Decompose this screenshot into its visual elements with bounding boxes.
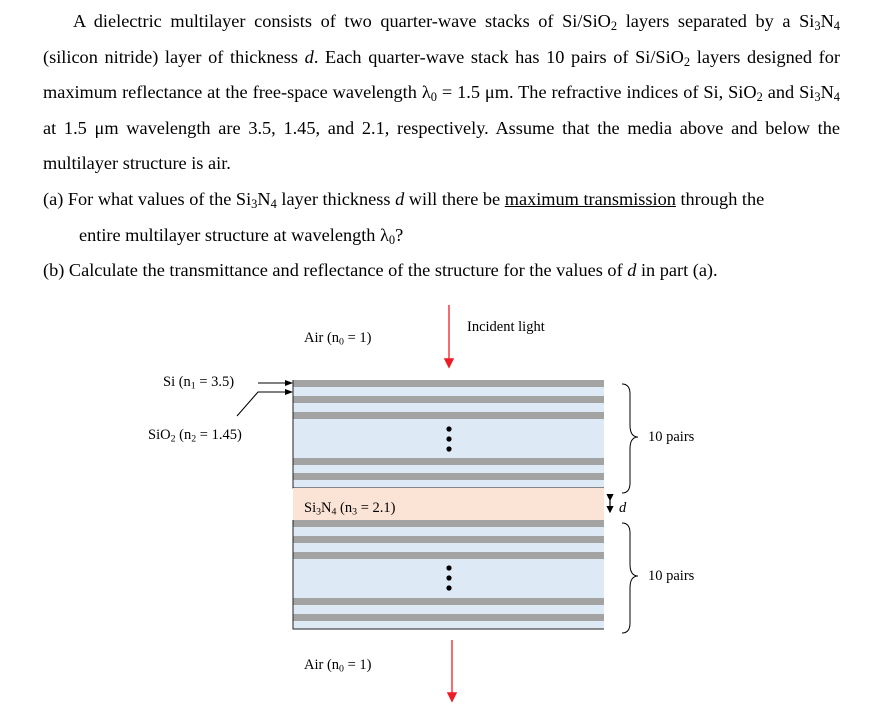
si-layer (293, 536, 604, 543)
text-run: N (820, 11, 834, 31)
subscript: 4 (331, 506, 337, 518)
text-run: Incident light (467, 319, 545, 335)
subscript: 3 (814, 90, 821, 105)
text-run: d (304, 46, 314, 67)
subscript: 0 (430, 90, 437, 105)
subscript: 0 (339, 336, 344, 348)
subscript: 0 (388, 233, 396, 248)
subscript: 3 (251, 197, 258, 212)
text-run: Si (n (163, 374, 191, 390)
subscript: 3 (316, 506, 322, 518)
ellipsis-dot (446, 426, 451, 431)
thickness-d-label (619, 501, 626, 516)
text-run: (b) Calculate the transmittance and reflectance of the structure for the values of (43, 260, 628, 280)
si-layer (293, 520, 604, 527)
text-run: d (395, 189, 405, 209)
text-run: layer thickness (276, 189, 396, 209)
text-run: (n (175, 427, 192, 443)
sio2-label (148, 428, 242, 443)
si-layer (293, 614, 604, 621)
subscript: 4 (270, 197, 277, 212)
air-bottom-label (304, 658, 371, 673)
text-run: (n (336, 500, 353, 516)
si-layer (293, 380, 604, 387)
text-run: through the (675, 189, 765, 209)
text-run: entire multilayer structure at wavelength λ (79, 225, 389, 245)
text-run: layers separated by a Si (617, 11, 815, 31)
pairs-top-label (648, 430, 694, 445)
brace-bottom (622, 523, 638, 633)
text-run: = 1.45) (196, 427, 242, 443)
text-run: Air (n (304, 330, 340, 346)
text-run: ? (395, 225, 404, 245)
ellipsis-dot (446, 585, 451, 590)
incident-light-label (467, 320, 545, 335)
ellipsis-dot (446, 575, 451, 580)
text-run: = 1) (343, 330, 372, 346)
subscript: 3 (352, 506, 358, 518)
si-layer (293, 552, 604, 559)
si-layer (293, 598, 604, 605)
subscript: 0 (339, 663, 344, 675)
text-run: N (820, 82, 834, 103)
text-run: and Si (762, 82, 815, 103)
text-run: N (257, 189, 271, 209)
subscript: 1 (190, 380, 196, 392)
subscript: 2 (683, 54, 691, 69)
subscript: 2 (170, 433, 176, 445)
pairs-bottom-label (648, 569, 694, 584)
subscript: 2 (191, 433, 197, 445)
text-run: maximum transmission (504, 189, 676, 209)
text-run: in part (a). (636, 260, 718, 280)
text-run: = 3.5) (195, 374, 235, 390)
text-run: = 1.5 μm. The refractive indices of Si, SiO (436, 82, 757, 103)
subscript: 4 (833, 19, 840, 34)
text-run: 10 pairs (648, 429, 695, 445)
text-run: (silicon nitride) layer of thickness (43, 46, 305, 67)
text-run: will there be (404, 189, 505, 209)
text-run: 10 pairs (648, 568, 695, 584)
brace-top (622, 384, 638, 493)
text-run: = 2.1) (357, 500, 396, 516)
text-run: layers designed for maximum reflectance at the free-space wavelength λ (43, 46, 840, 103)
subscript: 2 (610, 19, 618, 34)
text-run: d (627, 260, 637, 280)
subscript: 4 (833, 90, 840, 105)
si-layer (293, 473, 604, 480)
text-run: = 1) (343, 657, 372, 673)
ellipsis-dot (446, 436, 451, 441)
si-layer (293, 396, 604, 403)
si3n4-label (304, 501, 395, 516)
ellipsis-dot (446, 565, 451, 570)
subscript: 3 (814, 19, 821, 34)
sio2-pointer-arrow (237, 392, 292, 416)
air-top-label (304, 331, 371, 346)
text-run: at 1.5 μm wavelength are 3.5, 1.45, and 2.1, respectively. Assume that the media above and below the multilayer structure is air. (43, 117, 840, 174)
text-run: SiO (148, 427, 171, 443)
text-run: A dielectric multilayer consists of two quarter-wave stacks of Si/SiO (73, 11, 611, 31)
ellipsis-dot (446, 446, 451, 451)
text-run: . Each quarter-wave stack has 10 pairs of Si/SiO (313, 46, 684, 67)
si-layer (293, 458, 604, 465)
text-run: N (321, 500, 332, 516)
subscript: 2 (756, 90, 763, 105)
text-run: Air (n (304, 657, 340, 673)
text-run: d (619, 500, 627, 516)
si-label (163, 375, 234, 390)
text-run: Si (304, 500, 317, 516)
text-run: (a) For what values of the Si (43, 189, 252, 209)
si-layer (293, 412, 604, 419)
